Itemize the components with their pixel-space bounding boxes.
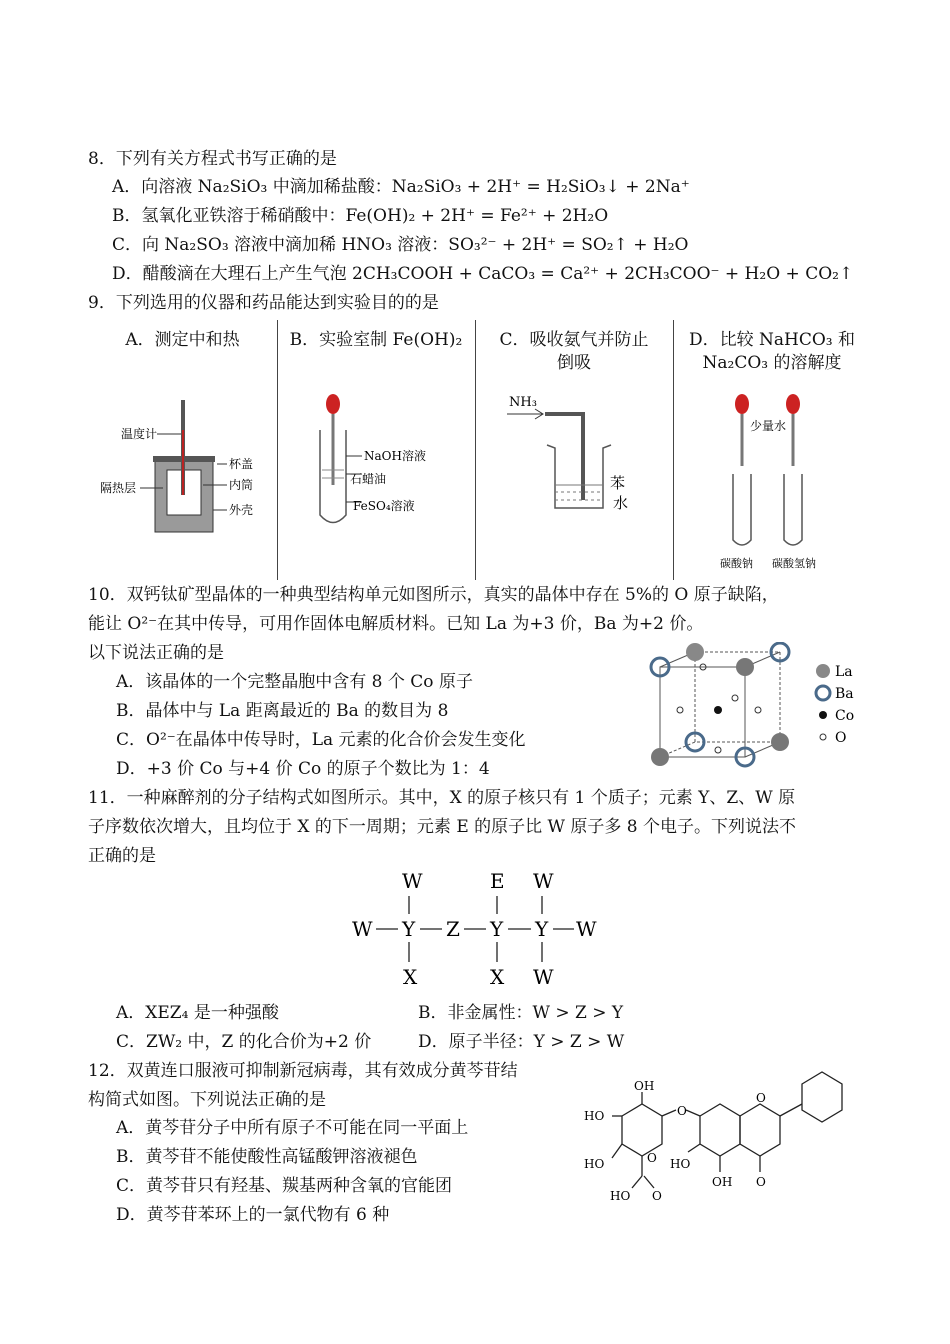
ho-label: HO bbox=[584, 1157, 605, 1171]
inner-label: 内筒 bbox=[229, 478, 254, 492]
atom-x: X bbox=[490, 965, 505, 989]
baicalin-structure bbox=[580, 1066, 870, 1216]
q11-stem-line2: 子序数依次增大，且均位于 X 的下一周期；元素 E 的原子比 W 原子多 8 个电子。下列说法不 bbox=[88, 817, 797, 837]
ammonia-absorption-figure bbox=[505, 390, 665, 520]
q12-stem-line1: 12．双黄连口服液可抑制新冠病毒，其有效成分黄芩苷结 bbox=[88, 1061, 518, 1081]
q10-option-b: B．晶体中与 La 距离最近的 Ba 的数目为 8 bbox=[116, 701, 449, 721]
q9-option-d-line1: D．比较 NaHCO₃ 和 bbox=[688, 330, 856, 350]
q9-option-c-line2: 倒吸 bbox=[557, 353, 591, 373]
q10-option-d: D．+3 价 Co 与+4 价 Co 的原子个数比为 1：4 bbox=[116, 759, 490, 779]
atom-w: W bbox=[533, 869, 554, 893]
water-label: 水 bbox=[613, 494, 629, 512]
anesthetic-structure bbox=[340, 866, 620, 996]
water-drop-label: 少量水 bbox=[750, 419, 787, 433]
atom-x: X bbox=[403, 965, 418, 989]
q8-stem: 8．下列有关方程式书写正确的是 bbox=[88, 149, 337, 169]
atom-w: W bbox=[533, 965, 554, 989]
crystal-cell-figure bbox=[640, 642, 870, 772]
atom-w: W bbox=[402, 869, 423, 893]
q9-stem: 9．下列选用的仪器和药品能达到实验目的的是 bbox=[88, 293, 439, 313]
q8-option-d: D．醋酸滴在大理石上产生气泡 2CH₃COOH + CaCO₃ = Ca²⁺ + 2CH₃COO⁻ + H₂O + CO₂↑ bbox=[112, 264, 854, 284]
q11-option-d: D．原子半径：Y > Z > W bbox=[418, 1032, 625, 1052]
ho-label: HO bbox=[610, 1189, 631, 1203]
legend-co: Co bbox=[835, 708, 855, 724]
q10-stem-line1: 10．双钙钛矿型晶体的一种典型结构单元如图所示，真实的晶体中存在 5%的 O 原子缺陷， bbox=[88, 585, 779, 605]
sodium-carbonate-label: 碳酸钠 bbox=[720, 557, 753, 570]
legend-o: O bbox=[835, 730, 847, 746]
q11-option-b: B．非金属性：W > Z > Y bbox=[418, 1003, 624, 1023]
q11-stem-line1: 11．一种麻醉剂的分子结构式如图所示。其中，X 的原子核只有 1 个质子；元素 Y、Z、W 原 bbox=[88, 788, 796, 808]
q11-option-a: A．XEZ₄ 是一种强酸 bbox=[116, 1003, 279, 1023]
q11-stem-line3: 正确的是 bbox=[88, 846, 156, 866]
q12-option-b: B．黄芩苷不能使酸性高锰酸钾溶液褪色 bbox=[116, 1147, 418, 1167]
q10-option-a: A．该晶体的一个完整晶胞中含有 8 个 Co 原子 bbox=[116, 672, 473, 692]
atom-y: Y bbox=[402, 917, 416, 941]
atom-w: W bbox=[576, 917, 597, 941]
paraffin-label: 石蜡油 bbox=[350, 472, 387, 486]
calorimeter-figure bbox=[95, 390, 275, 550]
benzene-label: 苯 bbox=[610, 474, 626, 492]
atom-w: W bbox=[352, 917, 373, 941]
divider bbox=[277, 320, 278, 580]
sodium-bicarbonate-label: 碳酸氢钠 bbox=[772, 557, 816, 570]
feso4-label: FeSO₄溶液 bbox=[353, 499, 415, 513]
q12-option-a: A．黄芩苷分子中所有原子不可能在同一平面上 bbox=[116, 1118, 469, 1138]
q12-stem-line2: 构简式如图。下列说法正确的是 bbox=[88, 1090, 326, 1110]
q12-option-c: C．黄芩苷只有羟基、羰基两种含氧的官能团 bbox=[116, 1176, 453, 1196]
thermometer-label: 温度计 bbox=[121, 427, 158, 441]
q8-option-b: B．氢氧化亚铁溶于稀硝酸中：Fe(OH)₂ + 2H⁺ = Fe²⁺ + 2H₂O bbox=[112, 206, 609, 226]
ho-label: HO bbox=[584, 1109, 605, 1123]
q9-option-d-line2: Na₂CO₃ 的溶解度 bbox=[702, 353, 842, 373]
atom-y: Y bbox=[535, 917, 549, 941]
q9-option-c-line1: C．吸收氨气并防止 bbox=[499, 330, 649, 350]
atom-e: E bbox=[490, 869, 505, 893]
ketone-oxygen-label: O bbox=[756, 1175, 766, 1189]
ho-label: HO bbox=[670, 1157, 691, 1171]
lid-label: 杯盖 bbox=[229, 457, 254, 471]
legend-la: La bbox=[835, 664, 853, 680]
divider bbox=[673, 320, 674, 580]
ether-oxygen-label: O bbox=[677, 1104, 687, 1118]
carbonyl-oxygen-label: O bbox=[652, 1189, 662, 1203]
q9-option-b: B．实验室制 Fe(OH)₂ bbox=[289, 330, 463, 350]
atom-y: Y bbox=[490, 917, 504, 941]
shell-label: 外壳 bbox=[229, 503, 254, 517]
q10-stem-line2: 能让 O²⁻在其中传导，可用作固体电解质材料。已知 La 为+3 价，Ba 为+2 价。 bbox=[88, 614, 704, 634]
q10-stem-line3: 以下说法正确的是 bbox=[88, 643, 224, 663]
q8-option-c: C．向 Na₂SO₃ 溶液中滴加稀 HNO₃ 溶液：SO₃²⁻ + 2H⁺ = SO₂↑ + H₂O bbox=[112, 235, 689, 255]
q11-option-c: C．ZW₂ 中，Z 的化合价为+2 价 bbox=[116, 1032, 372, 1052]
insulation-label: 隔热层 bbox=[100, 481, 137, 495]
atom-z: Z bbox=[446, 917, 460, 941]
q8-option-a: A．向溶液 Na₂SiO₃ 中滴加稀盐酸：Na₂SiO₃ + 2H⁺ = H₂SiO₃↓ + 2Na⁺ bbox=[112, 177, 690, 197]
q10-option-c: C．O²⁻在晶体中传导时，La 元素的化合价会发生变化 bbox=[116, 730, 526, 750]
fe-oh2-figure bbox=[300, 390, 460, 540]
oh-label: OH bbox=[634, 1079, 655, 1093]
ring-oxygen-label: O bbox=[647, 1151, 657, 1165]
pyran-oxygen-label: O bbox=[756, 1091, 766, 1105]
naoh-label: NaOH溶液 bbox=[364, 449, 426, 463]
oh-label: OH bbox=[712, 1175, 733, 1189]
solubility-figure bbox=[700, 390, 860, 575]
legend-ba: Ba bbox=[835, 686, 854, 702]
nh3-label: NH₃ bbox=[509, 395, 537, 410]
q12-option-d: D．黄芩苷苯环上的一氯代物有 6 种 bbox=[116, 1205, 390, 1225]
q9-option-a: A．测定中和热 bbox=[125, 330, 240, 350]
divider bbox=[475, 320, 476, 580]
